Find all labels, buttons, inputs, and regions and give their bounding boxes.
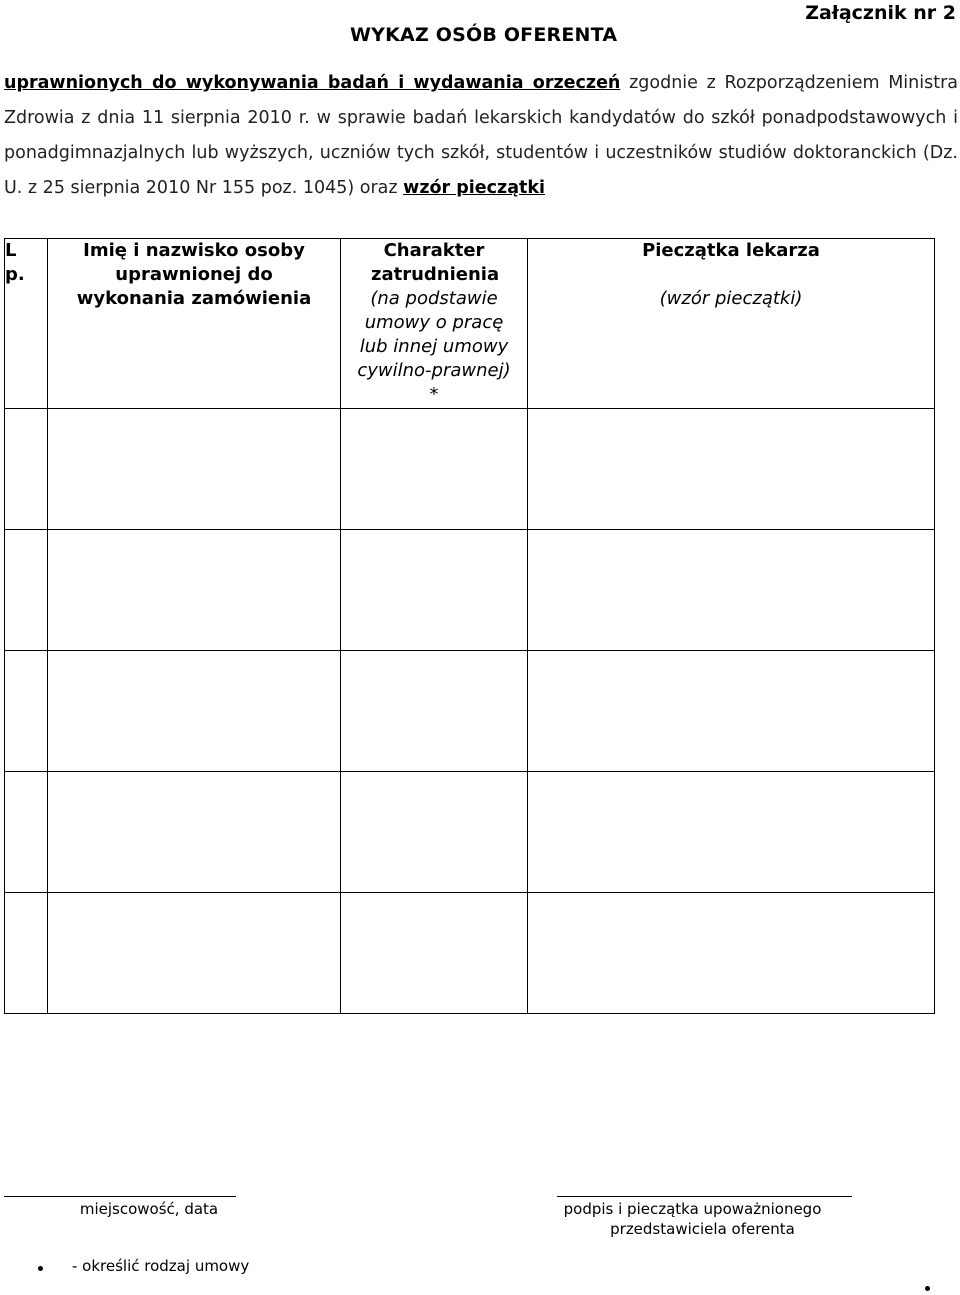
table-cell[interactable]: [5, 651, 48, 772]
bullet-icon: [925, 1286, 930, 1291]
document-title: WYKAZ OSÓB OFERENTA: [350, 24, 618, 46]
signature-line: [557, 1196, 852, 1197]
table-cell[interactable]: [5, 893, 48, 1014]
col-header-lp: [5, 239, 48, 409]
intro-paragraph: [4, 66, 958, 206]
table-cell[interactable]: [5, 409, 48, 530]
col-stamp-label: Pieczątka lekarza: [642, 240, 820, 261]
table-cell[interactable]: [528, 893, 935, 1014]
table-cell[interactable]: [528, 651, 935, 772]
stamp-link: wzór pieczątki: [403, 178, 546, 198]
col-header-employment: [341, 239, 528, 409]
intro-text: zgodnie z Rozporządzeniem Ministra Zdrowia z dnia 11 sierpnia 2010 r. w sprawie badań lekarskich kandydatów do szkół ponadpodstawowych i ponadgimnazjalnych lub wyższych, uczniów tych szkół, studentów i uczestników studiów doktoranckich (Dz. U. z 25 sierpnia 2010 Nr 155 poz. 1045) oraz: [4, 73, 959, 198]
annex-label: Załącznik nr 2: [805, 2, 956, 24]
table-row: [5, 772, 935, 893]
table-row: [5, 409, 935, 530]
table-row: [5, 530, 935, 651]
table-cell[interactable]: [528, 772, 935, 893]
table-cell[interactable]: [341, 893, 528, 1014]
table-row: [5, 651, 935, 772]
intro-bold-part: uprawnionych do wykonywania badań i wydawania orzeczeń: [4, 73, 621, 93]
persons-table: [4, 238, 935, 1014]
table-header-row: [5, 239, 935, 409]
signature-label: [520, 1199, 865, 1239]
table-cell[interactable]: [48, 772, 341, 893]
bullet-icon: [38, 1266, 43, 1271]
col-stamp-note: (wzór pieczątki): [659, 288, 803, 309]
col-name-label: Imię i nazwisko osoby uprawnionej do wykonania zamówienia: [76, 240, 312, 309]
signature-label-line2: przedstawiciela oferenta: [610, 1220, 795, 1238]
col-header-stamp: [528, 239, 935, 409]
col-lp-label: L p.: [5, 240, 25, 285]
table-cell[interactable]: [5, 530, 48, 651]
footnote: - określić rodzaj umowy: [72, 1257, 250, 1275]
table-row: [5, 893, 935, 1014]
table-cell[interactable]: [48, 651, 341, 772]
table-cell[interactable]: [341, 530, 528, 651]
table-cell[interactable]: [5, 772, 48, 893]
signature-label-line1: podpis i pieczątka upoważnionego: [563, 1200, 822, 1218]
col-employment-note: (na podstawie umowy o pracę lub innej umowy cywilno-prawnej) *: [357, 288, 511, 405]
table-cell[interactable]: [48, 409, 341, 530]
table-cell[interactable]: [341, 651, 528, 772]
table-cell[interactable]: [48, 893, 341, 1014]
table-cell[interactable]: [341, 772, 528, 893]
col-header-name: [48, 239, 341, 409]
table-cell[interactable]: [528, 530, 935, 651]
place-date-line: [4, 1196, 236, 1197]
col-employment-label: Charakter zatrudnienia: [371, 240, 500, 285]
table-cell[interactable]: [341, 409, 528, 530]
place-date-label: miejscowość, data: [79, 1200, 219, 1218]
table-cell[interactable]: [528, 409, 935, 530]
table-cell[interactable]: [48, 530, 341, 651]
